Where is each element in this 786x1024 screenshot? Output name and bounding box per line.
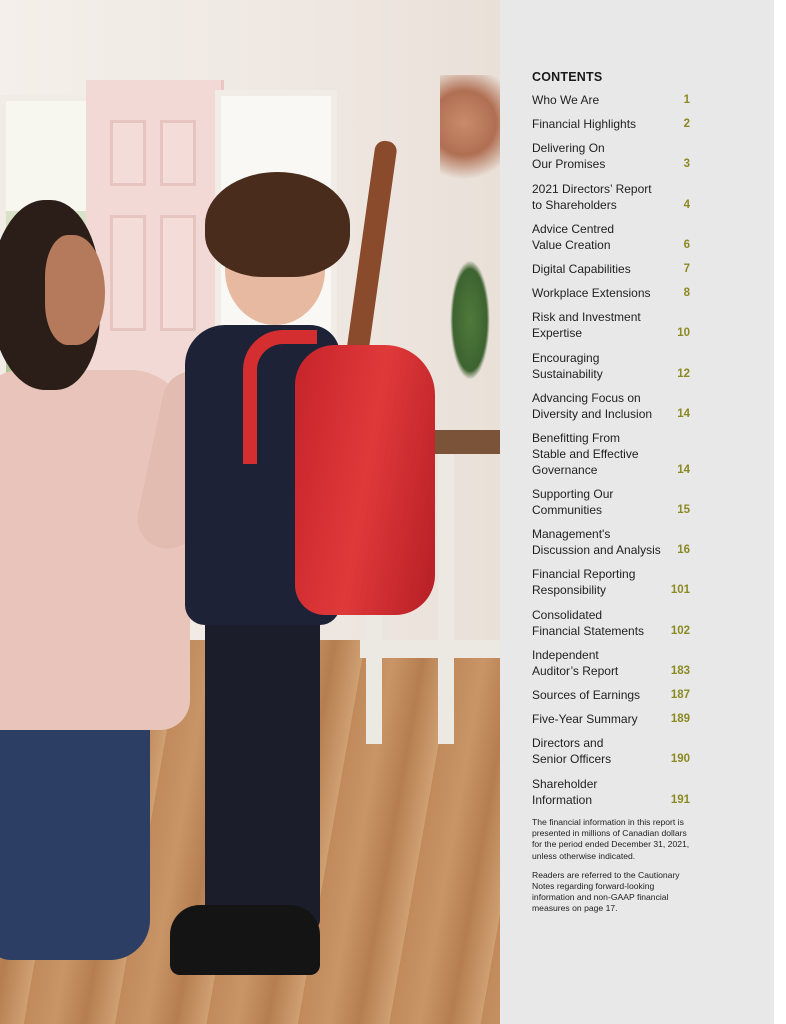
- toc-item-label: Directors and Senior Officers: [532, 736, 612, 767]
- toc-item-risk-and-investment-expertise[interactable]: [532, 309, 690, 341]
- toc-item-financial-reporting-responsibility[interactable]: [532, 566, 690, 598]
- toc-item-label: Digital Capabilities: [532, 261, 631, 276]
- toc-item-delivering-on-our-promises[interactable]: [532, 140, 690, 172]
- toc-item-label: Independent Auditor’s Report: [532, 647, 619, 678]
- photo-woman-jeans: [0, 700, 150, 960]
- toc-item-label: Shareholder Information: [532, 776, 598, 807]
- toc-item-sources-of-earnings[interactable]: [532, 687, 690, 703]
- toc-item-page-number: 8: [683, 287, 690, 300]
- toc-item-page-number: 14: [677, 463, 690, 476]
- toc-item-label: Delivering On Our Promises: [532, 141, 606, 172]
- toc-item-supporting-our-communities[interactable]: [532, 486, 690, 518]
- toc-item-consolidated-financial-statements[interactable]: [532, 607, 690, 639]
- toc-item-five-year-summary[interactable]: [532, 711, 690, 727]
- toc-item-directors-report[interactable]: [532, 181, 690, 213]
- toc-item-advice-centred-value-creation[interactable]: [532, 221, 690, 253]
- photo-boy-legs: [205, 600, 320, 930]
- page-right-margin: [774, 0, 786, 1024]
- toc-item-page-number: 14: [677, 407, 690, 420]
- toc-item-page-number: 12: [677, 367, 690, 380]
- cautionary-note: Readers are referred to the Cautionary Notes regarding forward-looking information and non-GAAP financial measures on page 17.: [532, 869, 680, 914]
- toc-item-who-we-are[interactable]: [532, 92, 690, 108]
- toc-item-label: Advice Centred Value Creation: [532, 221, 615, 252]
- toc-item-page-number: 6: [683, 238, 690, 251]
- photo-boy-hair: [205, 172, 350, 277]
- toc-item-label: Financial Highlights: [532, 117, 637, 132]
- toc-item-label: Encouraging Sustainability: [532, 350, 603, 381]
- toc-item-digital-capabilities[interactable]: [532, 261, 690, 277]
- toc-item-label: Sources of Earnings: [532, 688, 641, 702]
- report-notes: [532, 817, 692, 923]
- toc-item-page-number: 189: [670, 713, 690, 726]
- toc-item-label: Risk and Investment Expertise: [532, 310, 641, 341]
- toc-item-page-number: 15: [677, 504, 690, 517]
- toc-item-label: Supporting Our Communities: [532, 487, 614, 518]
- table-of-contents: [532, 92, 690, 816]
- photo-woman-face: [45, 235, 105, 345]
- toc-item-label: Five-Year Summary: [532, 712, 638, 727]
- toc-item-page-number: 183: [670, 664, 690, 677]
- photo-backpack-strap: [243, 330, 317, 464]
- toc-item-encouraging-sustainability[interactable]: [532, 350, 690, 382]
- toc-item-label: Management's Discussion and Analysis: [532, 527, 661, 558]
- toc-item-independent-auditors-report[interactable]: [532, 647, 690, 679]
- photo-boy-shoes: [170, 905, 320, 975]
- toc-item-page-number: 3: [683, 158, 690, 171]
- contents-heading: CONTENTS: [532, 70, 603, 84]
- toc-item-label: Consolidated Financial Statements: [532, 607, 645, 638]
- toc-item-label: Workplace Extensions: [532, 286, 651, 301]
- currency-note: The financial information in this report is presented in millions of Canadian dollars for the period ended December 31, 2021, unless otherwise indicated.: [532, 817, 690, 861]
- toc-item-diversity-and-inclusion[interactable]: [532, 390, 690, 422]
- toc-item-page-number: 190: [670, 753, 690, 766]
- toc-item-page-number: 187: [670, 689, 690, 701]
- toc-item-page-number: 101: [670, 584, 690, 597]
- toc-item-page-number: 2: [683, 118, 690, 131]
- toc-item-label: Financial Reporting Responsibility: [532, 567, 636, 598]
- toc-item-shareholder-information[interactable]: [532, 776, 690, 808]
- toc-item-page-number: 16: [677, 544, 690, 557]
- toc-item-page-number: 10: [677, 327, 690, 340]
- toc-item-governance[interactable]: [532, 430, 690, 478]
- toc-item-page-number: 191: [670, 793, 690, 806]
- toc-item-page-number: 1: [683, 94, 690, 106]
- photo-plant: [450, 260, 490, 380]
- toc-item-page-number: 7: [683, 262, 690, 275]
- toc-item-page-number: 102: [670, 624, 690, 637]
- toc-item-label: Benefitting From Stable and Effective Governance: [532, 430, 639, 477]
- photo-dried-flowers: [440, 75, 500, 195]
- toc-item-label: Advancing Focus on Diversity and Inclusion: [532, 390, 653, 421]
- toc-item-page-number: 4: [683, 198, 690, 211]
- toc-item-workplace-extensions[interactable]: [532, 285, 690, 301]
- toc-item-directors-and-senior-officers[interactable]: [532, 735, 690, 767]
- toc-item-mdna[interactable]: [532, 526, 690, 558]
- toc-item-label: 2021 Directors’ Report to Shareholders: [532, 181, 652, 212]
- contents-sidebar: [500, 0, 774, 1024]
- toc-item-label: Who We Are: [532, 93, 600, 107]
- toc-item-financial-highlights[interactable]: [532, 116, 690, 132]
